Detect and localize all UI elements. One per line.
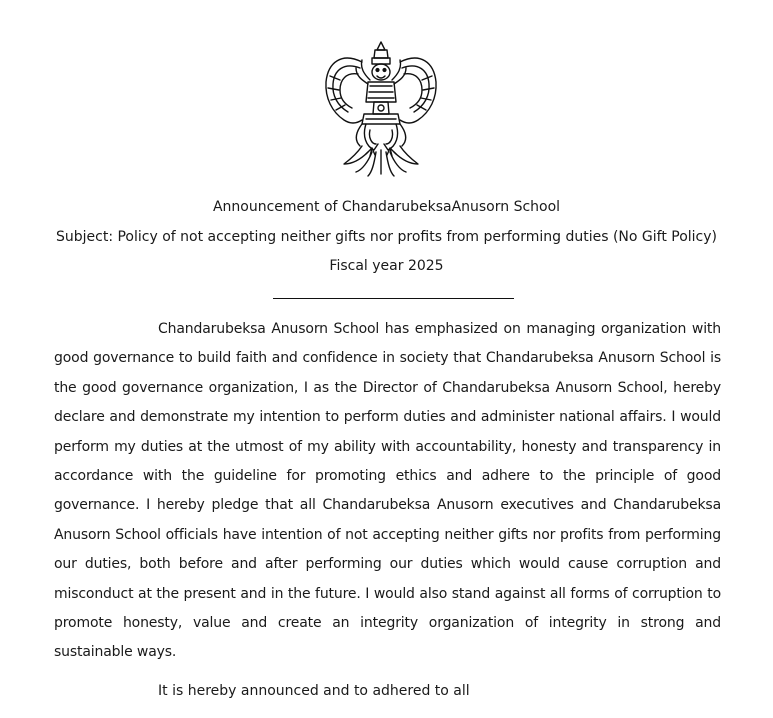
announcement-title: Announcement of ChandarubeksaAnusorn School — [212, 199, 561, 215]
garuda-emblem-icon — [322, 40, 440, 178]
announcement-heading — [0, 193, 773, 282]
announcement-body-text: Chandarubeksa Anusorn School has emphasized on managing organization with good governance to build faith and confidence in society that Chandarubeksa Anusorn School is the good governance organization, I as the Director of Chandarubeksa Anusorn School, hereby declare and demonstrate my intention to perform duties and administer national affairs. I would perform my duties at the utmost of my ability with accountability, honesty and transparency in accordance with the guideline for promoting ethics and adhere to the principle of good governance. I hereby pledge that all Chandarubeksa Anusorn executives and Chandarubeksa Anusorn School officials have intention of not accepting neither gifts nor profits from performing our duties, both before and after performing our duties which would cause corruption and misconduct at the present and in the future. I would also stand against all forms of corruption to promote honesty, value and create an integrity organization of integrity in strong and sustainable ways. — [54, 321, 721, 661]
announcement-subject: Subject: Policy of not accepting neither gifts nor profits from performing duties (No Gift Policy) — [55, 228, 718, 245]
fiscal-year: Fiscal year 2025 — [329, 258, 444, 274]
heading-divider — [273, 298, 514, 299]
closing-statement: It is hereby announced and to adhered to all — [158, 683, 470, 699]
announcement-body-paragraph — [54, 315, 721, 668]
